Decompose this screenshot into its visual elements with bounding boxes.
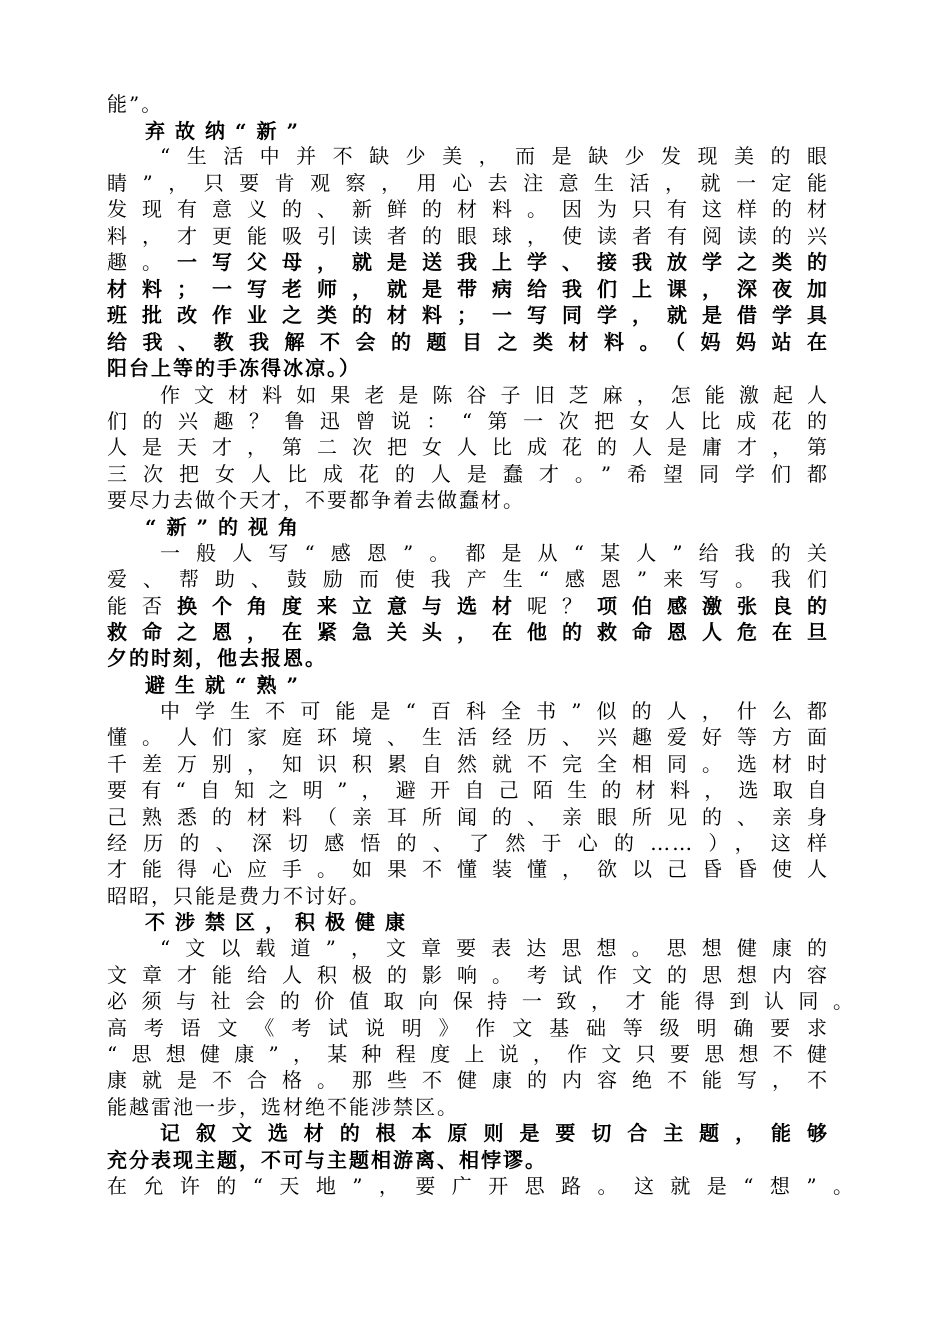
text-span: 三次把女人比成花的人是蠢才。”希望同学们都	[107, 462, 829, 486]
bold-text-span: 一写父母，就是送我上学、接我放学之类的	[177, 250, 829, 274]
text-span: 文章才能给人积极的影响。考试作文的思想内容	[107, 963, 829, 987]
text-line	[107, 883, 829, 909]
section-heading	[145, 672, 867, 698]
text-span: 趣。	[107, 250, 177, 274]
text-line	[160, 935, 829, 961]
text-line	[107, 830, 829, 856]
text-line	[107, 461, 829, 487]
text-span: 料，才更能吸引读者的眼球，使读者有阅读的兴	[107, 224, 829, 248]
bold-text-span: 记叙文选材的根本原则是要切合主题，能够	[160, 1121, 829, 1145]
text-line	[160, 143, 829, 169]
text-line	[107, 1041, 829, 1067]
text-line	[107, 856, 829, 882]
text-span: 发现有意义的、新鲜的材料。因为只有这样的材	[107, 197, 829, 221]
text-span: 中学生不可能是“百科全书”似的人，什么都	[160, 699, 829, 723]
text-line	[107, 487, 829, 513]
bold-text-span: 夕的时刻，他去报恩。	[107, 646, 327, 670]
bold-text-span: 换个角度来立意与选材	[177, 594, 527, 618]
text-span: 爱、帮助、鼓励而使我产生“感恩”来写。我们	[107, 567, 829, 591]
text-line	[107, 249, 829, 275]
text-line	[107, 91, 829, 117]
text-line	[160, 540, 829, 566]
text-span: 千差万别，知识积累自然就不完全相同。选材时	[107, 752, 829, 776]
text-line	[160, 382, 829, 408]
text-line	[107, 434, 829, 460]
text-line	[107, 619, 829, 645]
text-span: 不涉禁区，积极健康	[145, 910, 415, 934]
bold-text-span: 给我、教我解不会的题目之类材料。（妈妈站在	[107, 330, 829, 354]
text-span: “思想健康”，某种程度上说，作文只要思想不健	[107, 1042, 829, 1066]
bold-text-span: 救命之恩，在紧急关头，在他的救命恩人危在旦	[107, 620, 829, 644]
text-line	[107, 751, 829, 777]
text-span: 高考语文《考试说明》作文基础等级明确要求	[107, 1016, 829, 1040]
text-line	[107, 223, 829, 249]
text-span: 要尽力去做个天才，不要都争着去做蠢材。	[107, 488, 525, 512]
section-heading	[145, 118, 867, 144]
section-heading	[145, 909, 867, 935]
text-span: 要有“自知之明”，避开自己陌生的材料，选取自	[107, 778, 829, 802]
text-span: 昭昭，只能是费力不讨好。	[107, 884, 371, 908]
bold-text-span: 班批改作业之类的材料；一写同学，就是借学具	[107, 303, 829, 327]
text-line	[107, 962, 829, 988]
text-span: 睛”，只要肯观察，用心去注意生活，就一定能	[107, 171, 829, 195]
text-line	[107, 1173, 855, 1199]
text-span: 必须与社会的价值取向保持一致，才能得到认同。	[107, 989, 855, 1013]
text-span: 能越雷池一步，选材绝不能涉禁区。	[107, 1095, 459, 1119]
text-line	[107, 196, 829, 222]
text-line	[107, 1015, 829, 1041]
text-line	[107, 355, 829, 381]
text-line	[107, 170, 829, 196]
text-span: 能否	[107, 594, 177, 618]
text-line	[107, 276, 829, 302]
text-line	[107, 988, 855, 1014]
bold-text-span: 项伯感激张良的	[597, 594, 829, 618]
bold-text-span: 材料；一写老师，就是带病给我们上课，深夜加	[107, 277, 829, 301]
text-span: 经历的、深切感悟的、了然于心的……），这样	[107, 831, 829, 855]
section-heading	[145, 514, 867, 540]
text-span: 才能得心应手。如果不懂装懂，欲以己昏昏使人	[107, 857, 829, 881]
text-span: 们的兴趣？鲁迅曾说：“第一次把女人比成花的	[107, 409, 829, 433]
text-span: 作文材料如果老是陈谷子旧芝麻，怎能激起人	[160, 383, 829, 407]
text-span: 懂。人们家庭环境、生活经历、兴趣爱好等方面	[107, 725, 829, 749]
text-span: “生活中并不缺少美，而是缺少发现美的眼	[160, 144, 829, 168]
text-line	[107, 408, 829, 434]
text-line	[160, 1120, 829, 1146]
text-span: 在允许的“天地”，要广开思路。这就是“想”。	[107, 1174, 855, 1198]
text-span: 避生就“熟”	[145, 673, 309, 697]
text-line	[107, 302, 829, 328]
bold-text-span: 阳台上等的手冻得冰凉。）	[107, 356, 361, 380]
text-span: 己熟悉的材料（亲耳所闻的、亲眼所见的、亲身	[107, 805, 829, 829]
text-span: 能”。	[107, 92, 164, 116]
text-span: 人是天才，第二次把女人比成花的人是庸才，第	[107, 435, 829, 459]
text-span: 康就是不合格。那些不健康的内容绝不能写，不	[107, 1068, 829, 1092]
text-line	[107, 593, 829, 619]
text-line	[107, 1094, 829, 1120]
text-line	[107, 724, 829, 750]
text-line	[107, 804, 829, 830]
text-line	[107, 1067, 829, 1093]
text-line	[107, 777, 829, 803]
bold-text-span: 充分表现主题，不可与主题相游离、相悖谬。	[107, 1148, 547, 1172]
text-span: “新”的视角	[145, 515, 309, 539]
text-span: 一般人写“感恩”。都是从“某人”给我的关	[160, 541, 829, 565]
text-line	[107, 566, 829, 592]
text-line	[107, 329, 829, 355]
text-line	[107, 1147, 829, 1173]
text-span: 呢？	[527, 594, 597, 618]
text-span: 弃故纳“新”	[145, 119, 309, 143]
text-span: “文以载道”，文章要表达思想。思想健康的	[160, 936, 829, 960]
text-line	[160, 698, 829, 724]
text-line	[107, 645, 829, 671]
